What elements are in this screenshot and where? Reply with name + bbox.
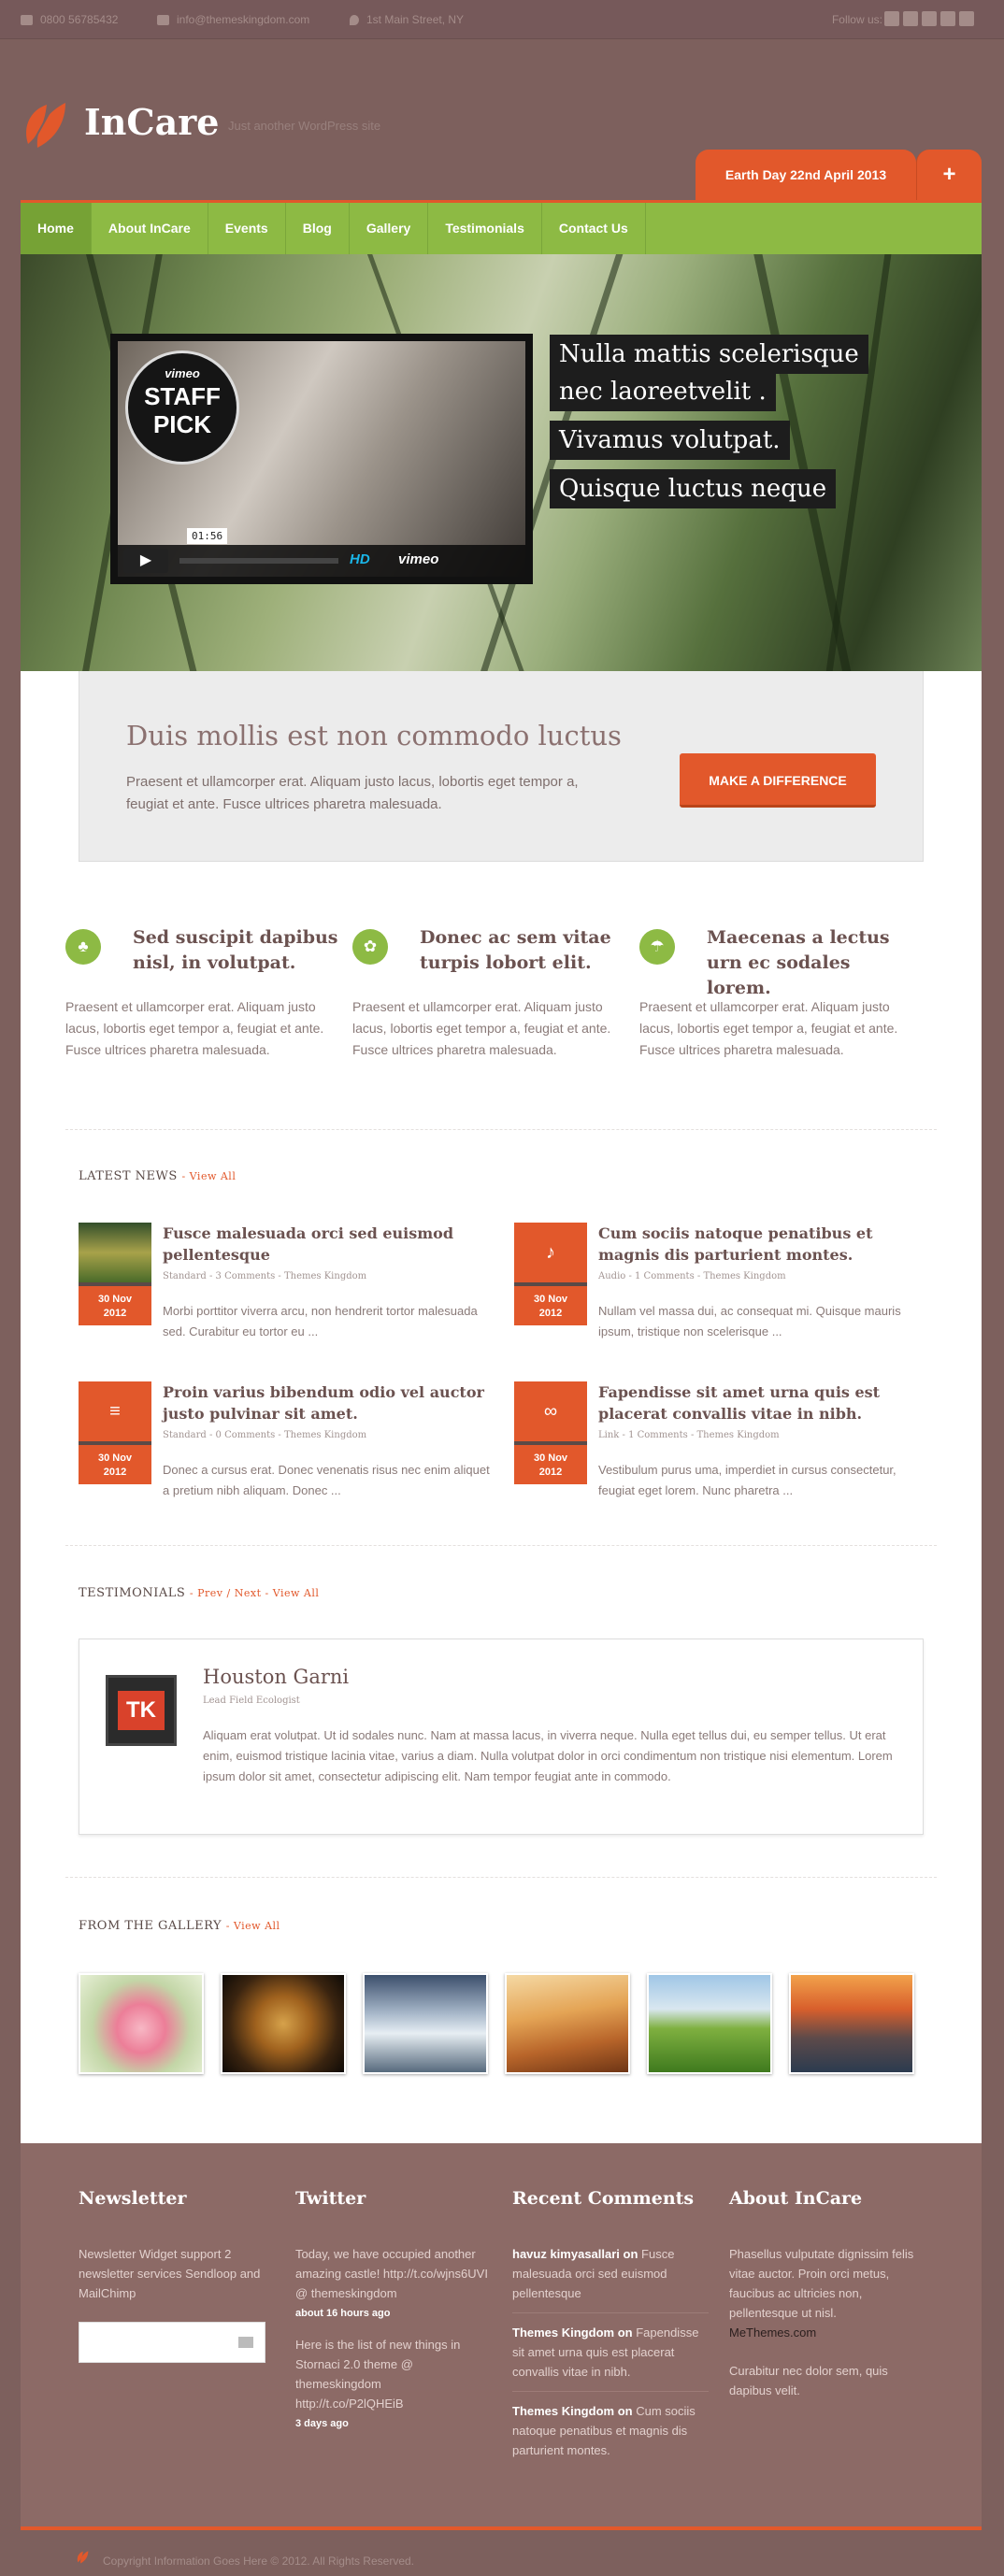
mail-icon[interactable]: [238, 2337, 253, 2348]
feature-title[interactable]: Donec ac sem vitae turpis lobort elit.: [420, 927, 611, 973]
main-content: [21, 671, 982, 2143]
address-text: 1st Main Street, NY: [366, 13, 465, 26]
hero-caption-line: Vivamus volutpat.: [550, 421, 790, 460]
gallery-image-sunset[interactable]: [789, 1973, 914, 2074]
latest-news-heading: LATEST NEWS - View All: [79, 1169, 237, 1183]
feature-text: Praesent et ullamcorper erat. Aliquam justo lacus, lobortis eget tempor a, feugiat et ante. Fusce ultrices pharetra malesuada.: [352, 999, 611, 1057]
nav-item-home[interactable]: Home: [21, 203, 92, 254]
follow-label: Follow us:: [831, 13, 882, 26]
linkedin-icon[interactable]: [940, 11, 955, 26]
cta-text: Praesent et ullamcorper erat. Aliquam justo lacus, lobortis eget tempor a, feugiat et ante. Fusce ultrices pharetra malesuada.: [126, 774, 579, 812]
testimonials-prev-link[interactable]: Prev: [197, 1587, 223, 1599]
news-item: [79, 1223, 490, 1338]
address-info: [350, 13, 464, 26]
tweet-time: 3 days ago: [295, 2418, 349, 2429]
social-links: [884, 11, 974, 26]
nav-item-blog[interactable]: Blog: [286, 203, 350, 254]
gallery-image-field[interactable]: [647, 1973, 772, 2074]
paw-icon: ✿: [352, 929, 388, 965]
leaf-logo-icon[interactable]: [21, 95, 67, 150]
top-bar: [0, 0, 1004, 39]
news-date-day: 30 Nov: [97, 1453, 133, 1464]
umbrella-icon: ☂: [639, 929, 675, 965]
staff-pick-line1: STAFF: [144, 382, 221, 410]
main-nav: [21, 200, 982, 254]
logo-text[interactable]: InCare: [84, 101, 220, 143]
news-date-year: 2012: [103, 1308, 127, 1319]
gallery-heading: FROM THE GALLERY - View All: [79, 1919, 280, 1933]
newsletter-text: Newsletter Widget support 2 newsletter services Sendloop and MailChimp: [79, 2247, 261, 2300]
about-title: About InCare: [729, 2188, 863, 2209]
vimeo-logo[interactable]: vimeo: [398, 551, 439, 567]
hero-caption-line: nec laoreetvelit .: [550, 372, 776, 411]
twitter-icon[interactable]: [903, 11, 918, 26]
news-title[interactable]: Proin varius bibendum odio vel auctor justo pulvinar sit amet.: [163, 1383, 484, 1423]
news-excerpt: Morbi porttitor viverra arcu, non hendrerit tortor malesuada sed. Curabitur eu tortor eu ...: [163, 1304, 478, 1338]
phone-info: [21, 13, 118, 26]
gallery-title: FROM THE GALLERY: [79, 1919, 222, 1933]
comment-on: on: [623, 2247, 638, 2261]
gallery-image-lion[interactable]: [221, 1973, 346, 2074]
nav-item-events[interactable]: Events: [208, 203, 286, 254]
testimonials-heading: TESTIMONIALS - Prev / Next - View All: [79, 1586, 320, 1600]
latest-news-title: LATEST NEWS: [79, 1169, 178, 1183]
comment-item: [512, 2401, 709, 2469]
feature-title[interactable]: Sed suscipit dapibus nisl, in volutpat.: [133, 927, 338, 973]
staff-pick-line2: PICK: [152, 410, 212, 438]
mail-icon: [157, 15, 169, 25]
event-tab[interactable]: Earth Day 22nd April 2013: [696, 150, 916, 200]
comment-post-link[interactable]: Fusce malesuada orci sed euismod pellentesque: [512, 2247, 675, 2300]
tweet-text[interactable]: Today, we have occupied another amazing castle! http://t.co/wjns6UVI @ themeskingdom: [295, 2247, 488, 2300]
testimonials-view-all-link[interactable]: View All: [272, 1587, 320, 1599]
news-excerpt: Donec a cursus erat. Donec venenatis risus nec enim aliquet a pretium nibh aliquam. Donec ...: [163, 1463, 490, 1497]
news-date-day: 30 Nov: [97, 1294, 133, 1305]
hero-caption-line: Quisque luctus neque: [550, 469, 836, 508]
footer-accent-line: [21, 2526, 982, 2530]
news-date-day: 30 Nov: [533, 1294, 568, 1305]
phone-icon: [21, 15, 33, 25]
feature-text: Praesent et ullamcorper erat. Aliquam justo lacus, lobortis eget tempor a, feugiat et ante. Fusce ultrices pharetra malesuada.: [65, 999, 324, 1057]
rss-icon[interactable]: [959, 11, 974, 26]
news-date-year: 2012: [103, 1467, 127, 1478]
copyright-text: Copyright Information Goes Here © 2012. All Rights Reserved.: [103, 2555, 414, 2568]
nav-item-about[interactable]: About InCare: [92, 203, 208, 254]
comment-item: [512, 2244, 709, 2313]
tweet-text[interactable]: Here is the list of new things in Stornaci 2.0 theme @ themeskingdom http://t.co/P2lQHEiB: [295, 2338, 461, 2411]
newsletter-email-input[interactable]: [79, 2322, 265, 2363]
news-meta: Link - 1 Comments - Themes Kingdom: [598, 1430, 780, 1440]
about-text-2: Curabitur nec dolor sem, quis dapibus velit.: [729, 2364, 888, 2397]
news-item: [79, 1381, 490, 1497]
news-excerpt: Nullam vel massa dui, ac consequat mi. Quisque mauris ipsum, tristique non scelerisque ...: [598, 1304, 901, 1338]
news-meta: Audio - 1 Comments - Themes Kingdom: [598, 1271, 786, 1281]
hd-toggle[interactable]: HD: [350, 551, 370, 567]
comment-on: on: [617, 2404, 633, 2418]
hero-caption-line: Nulla mattis scelerisque: [550, 335, 868, 374]
footer: [21, 2143, 982, 2526]
gallery-image-mountains[interactable]: [363, 1973, 488, 2074]
news-meta: Standard - 3 Comments - Themes Kingdom: [163, 1271, 367, 1281]
news-date: [514, 1441, 587, 1484]
email-text[interactable]: info@themeskingdom.com: [177, 13, 310, 26]
news-title[interactable]: Fapendisse sit amet urna quis est placerat convallis vitae in nibh.: [598, 1383, 881, 1423]
news-date: [79, 1282, 151, 1325]
about-link[interactable]: MeThemes.com: [729, 2326, 817, 2340]
make-a-difference-button[interactable]: MAKE A DIFFERENCE: [680, 753, 876, 808]
twitter-widget: [295, 2188, 492, 2445]
video-player[interactable]: [110, 334, 533, 584]
call-to-action-box: [79, 671, 924, 862]
comment-post-link[interactable]: Cum sociis natoque penatibus et magnis dis parturient montes.: [512, 2404, 696, 2457]
comment-item: [512, 2323, 709, 2392]
flickr-icon[interactable]: [922, 11, 937, 26]
about-widget: [729, 2188, 925, 2400]
leaf-logo-icon: [75, 2549, 90, 2564]
news-meta: Standard - 0 Comments - Themes Kingdom: [163, 1430, 367, 1440]
phone-text: 0800 56785432: [40, 13, 119, 26]
news-title[interactable]: Fusce malesuada orci sed euismod pellentesque: [163, 1224, 454, 1264]
video-progress-bar[interactable]: [179, 558, 338, 564]
staff-pick-badge: [125, 351, 239, 465]
about-text: Phasellus vulputate dignissim felis vitae auctor. Proin orci metus, faucibus ac ultricies non, pellentesque ut nisl.: [729, 2247, 914, 2320]
video-controls: [118, 530, 525, 577]
newsletter-widget: [79, 2188, 275, 2363]
twitter-title: Twitter: [295, 2188, 366, 2209]
document-icon[interactable]: ≡: [79, 1381, 151, 1441]
testimonials-next-link[interactable]: Next: [234, 1587, 262, 1599]
testimonial-card: [79, 1639, 924, 1835]
expand-plus-button[interactable]: +: [916, 150, 982, 200]
hero-slider[interactable]: [21, 254, 982, 671]
tweet-time: about 16 hours ago: [295, 2308, 391, 2319]
testimonial-role: Lead Field Ecologist: [203, 1696, 300, 1706]
news-date: [514, 1282, 587, 1325]
comment-on: on: [617, 2326, 633, 2340]
section-divider: [65, 1877, 937, 1878]
news-item: [514, 1223, 925, 1338]
comment-author[interactable]: Themes Kingdom: [512, 2326, 615, 2340]
avatar-initials: TK: [118, 1691, 165, 1730]
news-excerpt: Vestibulum purus uma, imperdiet in cursus consectetur, feugiat eget lorem. Nunc pharetra ...: [598, 1463, 896, 1497]
staff-pick-brand: vimeo: [165, 366, 200, 380]
news-date-day: 30 Nov: [533, 1453, 568, 1464]
email-info[interactable]: [157, 13, 309, 26]
link-icon[interactable]: ∞: [514, 1381, 587, 1441]
news-thumbnail[interactable]: [79, 1223, 151, 1282]
news-view-all-link[interactable]: View All: [189, 1170, 237, 1182]
cta-title: Duis mollis est non commodo luctus: [126, 720, 622, 751]
news-title[interactable]: Cum sociis natoque penatibus et magnis dis parturient montes.: [598, 1224, 873, 1264]
nav-item-testimonials[interactable]: Testimonials: [428, 203, 542, 254]
nav-item-gallery[interactable]: Gallery: [350, 203, 428, 254]
news-date-year: 2012: [538, 1308, 563, 1319]
feature-title[interactable]: Maecenas a lectus urn ec sodales lorem.: [707, 927, 890, 998]
news-date-year: 2012: [538, 1467, 563, 1478]
grass-blade: [750, 254, 859, 671]
news-date: [79, 1441, 151, 1484]
testimonial-name: Houston Garni: [203, 1666, 350, 1688]
facebook-icon[interactable]: [884, 11, 899, 26]
testimonial-text: Aliquam erat volutpat. Ut id sodales nunc. Nam at massa lacus, in viverra neque. Nulla eget tellus dui, eu semper tellus. Ut erat enim, euismod tristique lacinia vitae, varius a diam. Nulla volutpat dolor in orci condimentum non tristique nisi elementum. Lorem ipsum dolor sit amet, consectetur adipiscing elit. Nam tempor feugiat ante in commodo.: [203, 1728, 893, 1783]
feature-text: Praesent et ullamcorper erat. Aliquam justo lacus, lobortis eget tempor a, feugiat et ante. Fusce ultrices pharetra malesuada.: [639, 999, 898, 1057]
video-frame[interactable]: [118, 341, 525, 577]
nav-item-contact[interactable]: Contact Us: [542, 203, 646, 254]
gallery-view-all-link[interactable]: View All: [233, 1920, 280, 1932]
section-divider: [65, 1545, 937, 1546]
testimonials-title: TESTIMONIALS: [79, 1586, 186, 1600]
section-divider: [65, 1129, 937, 1130]
gallery-image-lotus[interactable]: [79, 1973, 204, 2074]
leaf-icon: ♣: [65, 929, 101, 965]
recent-comments-widget: [512, 2188, 709, 2479]
news-item: [514, 1381, 925, 1497]
comment-post-link[interactable]: Fapendisse sit amet urna quis est placerat convallis vitae in nibh.: [512, 2326, 699, 2379]
audio-icon[interactable]: ♪: [514, 1223, 587, 1282]
play-button[interactable]: ▶: [123, 549, 168, 573]
gallery-image-desert[interactable]: [505, 1973, 630, 2074]
comment-author[interactable]: Themes Kingdom: [512, 2404, 615, 2418]
comment-author[interactable]: havuz kimyasallari: [512, 2247, 620, 2261]
comments-title: Recent Comments: [512, 2188, 695, 2209]
location-pin-icon: [350, 15, 359, 25]
site-tagline: Just another WordPress site: [228, 119, 381, 133]
video-time: 01:56: [187, 528, 227, 544]
avatar: [106, 1675, 177, 1746]
newsletter-title: Newsletter: [79, 2188, 187, 2209]
